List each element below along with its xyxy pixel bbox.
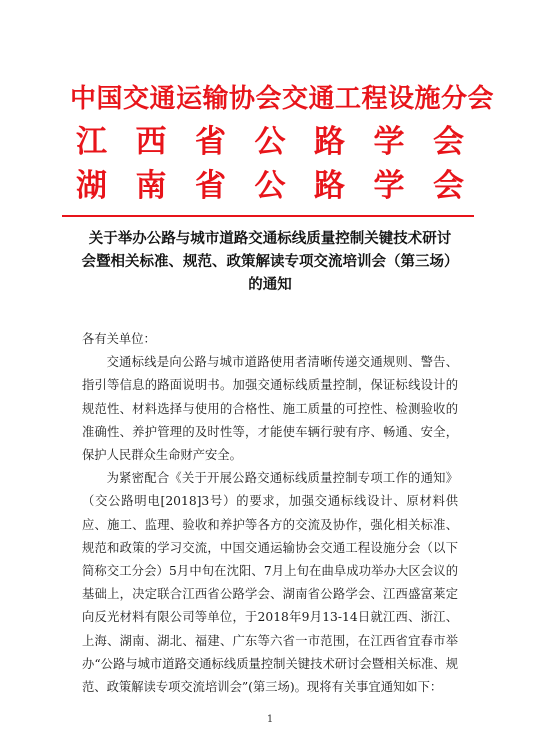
issuer-name-jiangxi: [76, 116, 464, 161]
page-number: 1: [266, 714, 274, 725]
issuer-char: 会: [433, 168, 464, 204]
issuer-char: 公: [254, 124, 286, 160]
header-divider: [62, 215, 474, 217]
issuer-char: 省: [195, 124, 226, 160]
body-paragraph: 为紧密配合《关于开展公路交通标线质量控制专项工作的通知》（交公路明电[2018]3号）的要求，加强交通标线设计、原材料供应、施工、监理、验收和养护等各方的交流及协作，强化相关标准、规范和政策的学习交流，中国交通运输协会交通工程设施分会（以下简称交工分会）5月中旬在沈阳、7月上旬在曲阜成功举办大区会议的基础上，决定联合江西省公路学会、湖南省公路学会、江西盛富莱定向反光材料有限公司等单位，于2018年9月13-14日就江西、浙江、上海、湖南、湖北、福建、广东等六省一市范围，在江西省宜春市举办“公路与城市道路交通标线质量控制关键技术研讨会暨相关标准、规范、政策解读专项交流培训会”(第三场)。现将有关事宜通知如下：: [82, 471, 458, 695]
issuer-char: 江: [76, 124, 107, 160]
notice-title: [62, 228, 478, 297]
issuer-char: 路: [314, 168, 345, 204]
issuer-char: 南: [135, 168, 167, 204]
issuer-char: 学: [373, 124, 405, 160]
title-line: 关于举办公路与城市道路交通标线质量控制关键技术研讨: [88, 231, 452, 247]
issuer-name-hunan: [76, 160, 464, 205]
title-line: 的通知: [248, 277, 292, 293]
salutation: 各有关单位：: [82, 332, 156, 346]
issuer-name-primary: 中国交通运输协会交通工程设施分会: [70, 84, 495, 114]
issuer-char: 西: [135, 124, 167, 160]
issuer-char: 会: [433, 124, 464, 160]
issuer-char: 路: [314, 124, 345, 160]
title-line: 会暨相关标准、规范、政策解读专项交流培训会（第三场）: [81, 254, 459, 270]
issuer-char: 省: [195, 168, 226, 204]
issuer-char: 湖: [76, 168, 107, 204]
body-paragraph: 交通标线是向公路与城市道路使用者清晰传递交通规则、警告、指引等信息的路面说明书。加强交通标线质量控制，保证标线设计的规范性、材料选择与使用的合格性、施工质量的可控性、检测验收的准确性、养护管理的及时性等，才能使车辆行驶有序、畅通、安全，保护人民群众生命财产安全。: [82, 355, 458, 463]
issuer-char: 公: [254, 168, 286, 204]
issuer-char: 学: [373, 168, 405, 204]
notice-body: [82, 328, 458, 699]
